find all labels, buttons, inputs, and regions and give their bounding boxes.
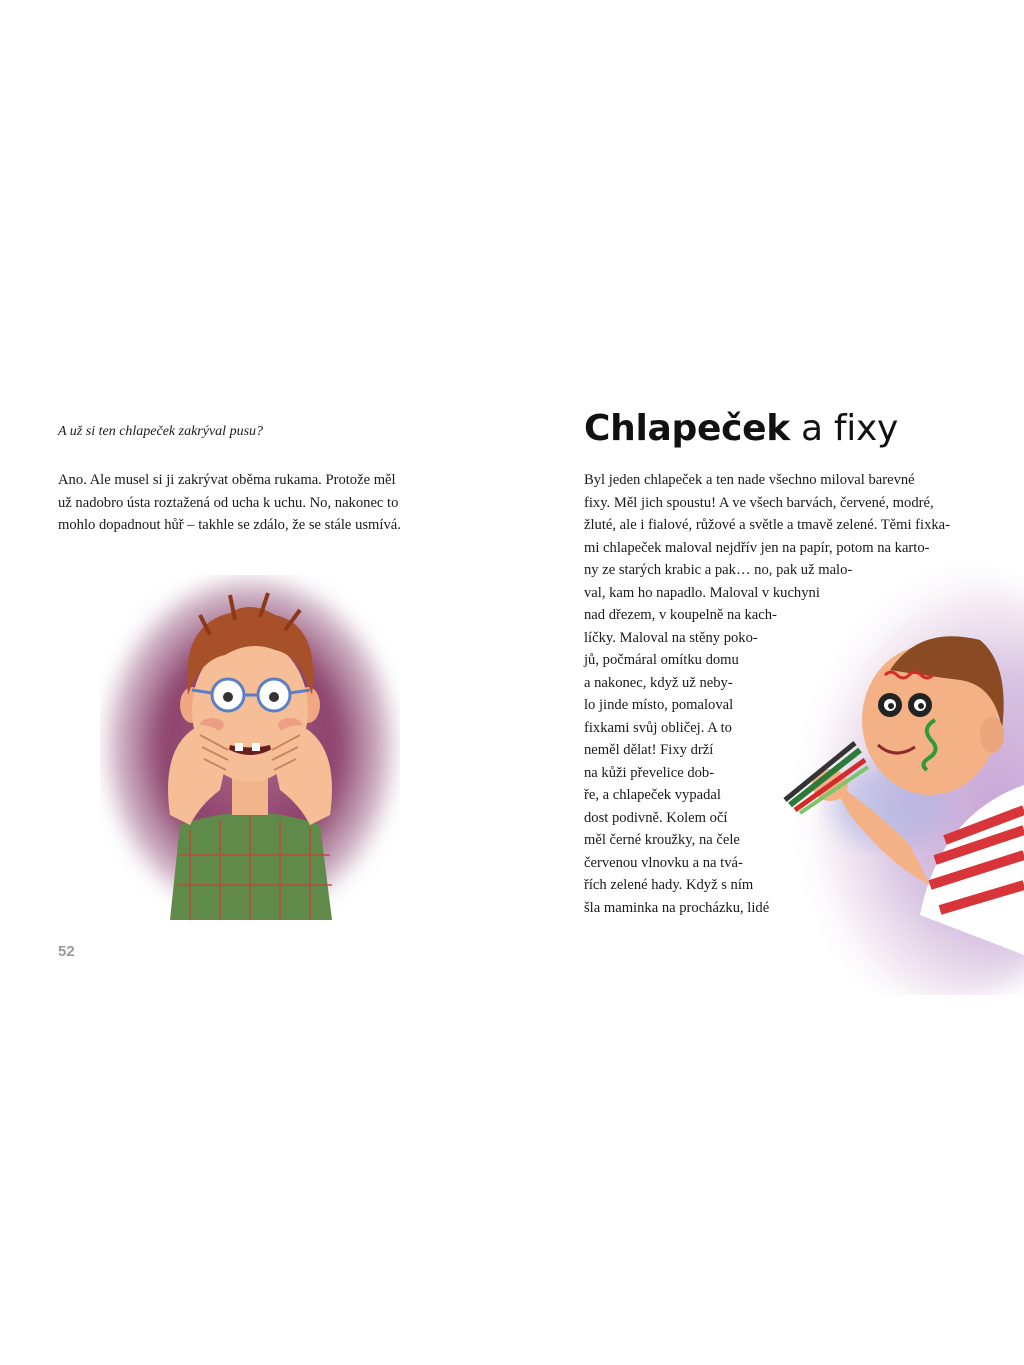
- story-line: šla maminka na procházku, lidé: [584, 899, 770, 916]
- story-line: mi chlapeček maloval nejdřív jen na papír, potom na karto-: [584, 539, 930, 556]
- story-line: neměl dělat! Fixy drží: [584, 742, 714, 758]
- story-line: líčky. Maloval na stěny poko-: [584, 629, 758, 646]
- story-line: jů, počmáral omítku domu: [584, 652, 739, 668]
- story-line: řích zelené hady. Když s ním: [584, 877, 754, 893]
- story-line: nad dřezem, v koupelně na kach-: [584, 607, 777, 623]
- story-line: ny ze starých krabic a pak… no, pak už malo-: [584, 562, 853, 578]
- title-rest: a fixy: [801, 408, 899, 449]
- boy-covering-mouth-illustration: [100, 575, 400, 920]
- story-line: ře, a chlapeček vypadal: [584, 787, 721, 803]
- story-line: měl černé kroužky, na čele: [584, 832, 740, 848]
- story-line: na kůži převelice dob-: [584, 764, 715, 781]
- story-line: lo jinde místo, pomaloval: [584, 697, 734, 713]
- story-line: a nakonec, když už neby-: [584, 674, 733, 691]
- page-number: 52: [58, 943, 75, 960]
- story-line: Byl jeden chlapeček a ten nade všechno miloval barevné: [584, 472, 915, 488]
- story-line: fixy. Měl jich spoustu! A ve všech barvách, červené, modré,: [584, 494, 934, 511]
- story-line: žluté, ale i fialové, růžové a světle a tmavě zelené. Těmi fixka-: [584, 517, 951, 533]
- title-bold-word: Chlapeček: [584, 408, 790, 449]
- question-text: A už si ten chlapeček zakrýval pusu?: [58, 424, 264, 439]
- answer-line: mohlo dopadnout hůř – takhle se zdálo, že se stále usmívá.: [58, 517, 401, 533]
- answer-paragraph: [58, 469, 458, 537]
- story-line: dost podivně. Kolem očí: [584, 809, 728, 826]
- answer-line: už nadobro ústa roztažená od ucha k uchu. No, nakonec to: [58, 494, 399, 511]
- story-paragraph: [584, 469, 950, 919]
- story-line: červenou vlnovku a na tvá-: [584, 854, 743, 871]
- story-line: val, kam ho napadlo. Maloval v kuchyni: [584, 584, 820, 601]
- story-line: fixkami svůj obličej. A to: [584, 719, 732, 736]
- answer-line: Ano. Ale musel si ji zakrývat oběma rukama. Protože měl: [58, 472, 396, 488]
- chapter-title: [584, 408, 898, 449]
